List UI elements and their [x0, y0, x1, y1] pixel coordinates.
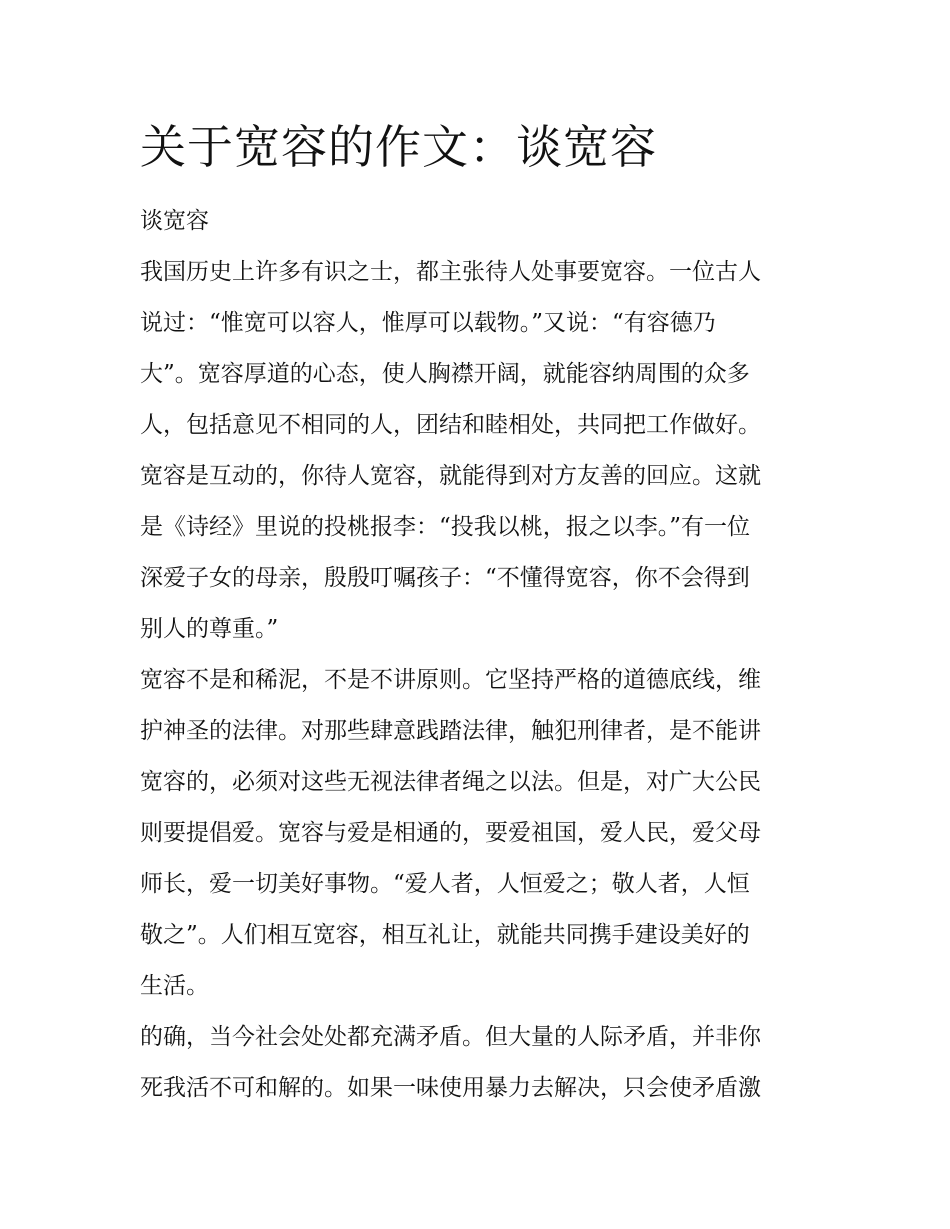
text-line: 是《诗经》里说的投桃报李：“投我以桃，报之以李。”有一位: [140, 514, 751, 540]
text-line: 深爱子女的母亲，殷殷叮嘱孩子：“不懂得宽容，你不会得到: [140, 565, 750, 591]
subtitle-line: 谈宽容: [140, 208, 209, 234]
text-line: 护神圣的法律。对那些肆意践踏法律，触犯刑律者，是不能讲: [140, 718, 761, 744]
document-title: 关于宽容的作文：谈宽容: [140, 120, 657, 174]
text-line: 则要提倡爱。宽容与爱是相通的，要爱祖国，爱人民，爱父母: [140, 820, 761, 846]
text-line: 说过：“惟宽可以容人，惟厚可以载物。”又说：“有容德乃: [140, 310, 716, 336]
text-line: 的确，当今社会处处都充满矛盾。但大量的人际矛盾，并非你: [140, 1024, 761, 1050]
text-line: 大”。宽容厚道的心态，使人胸襟开阔，就能容纳周围的众多: [140, 361, 750, 387]
text-line: 宽容不是和稀泥，不是不讲原则。它坚持严格的道德底线，维: [140, 667, 761, 693]
text-line: 人，包括意见不相同的人，团结和睦相处，共同把工作做好。: [140, 412, 761, 438]
text-line: 宽容是互动的，你待人宽容，就能得到对方友善的回应。这就: [140, 463, 761, 489]
text-line: 我国历史上许多有识之士，都主张待人处事要宽容。一位古人: [140, 259, 761, 285]
text-line: 死我活不可和解的。如果一味使用暴力去解决，只会使矛盾激: [140, 1075, 761, 1101]
text-line: 宽容的，必须对这些无视法律者绳之以法。但是，对广大公民: [140, 769, 761, 795]
text-line: 敬之”。人们相互宽容，相互礼让，就能共同携手建设美好的: [140, 922, 750, 948]
text-line: 师长，爱一切美好事物。“爱人者，人恒爱之；敬人者，人恒: [140, 871, 750, 897]
text-line: 生活。: [140, 973, 209, 999]
text-line: 别人的尊重。”: [140, 616, 279, 642]
